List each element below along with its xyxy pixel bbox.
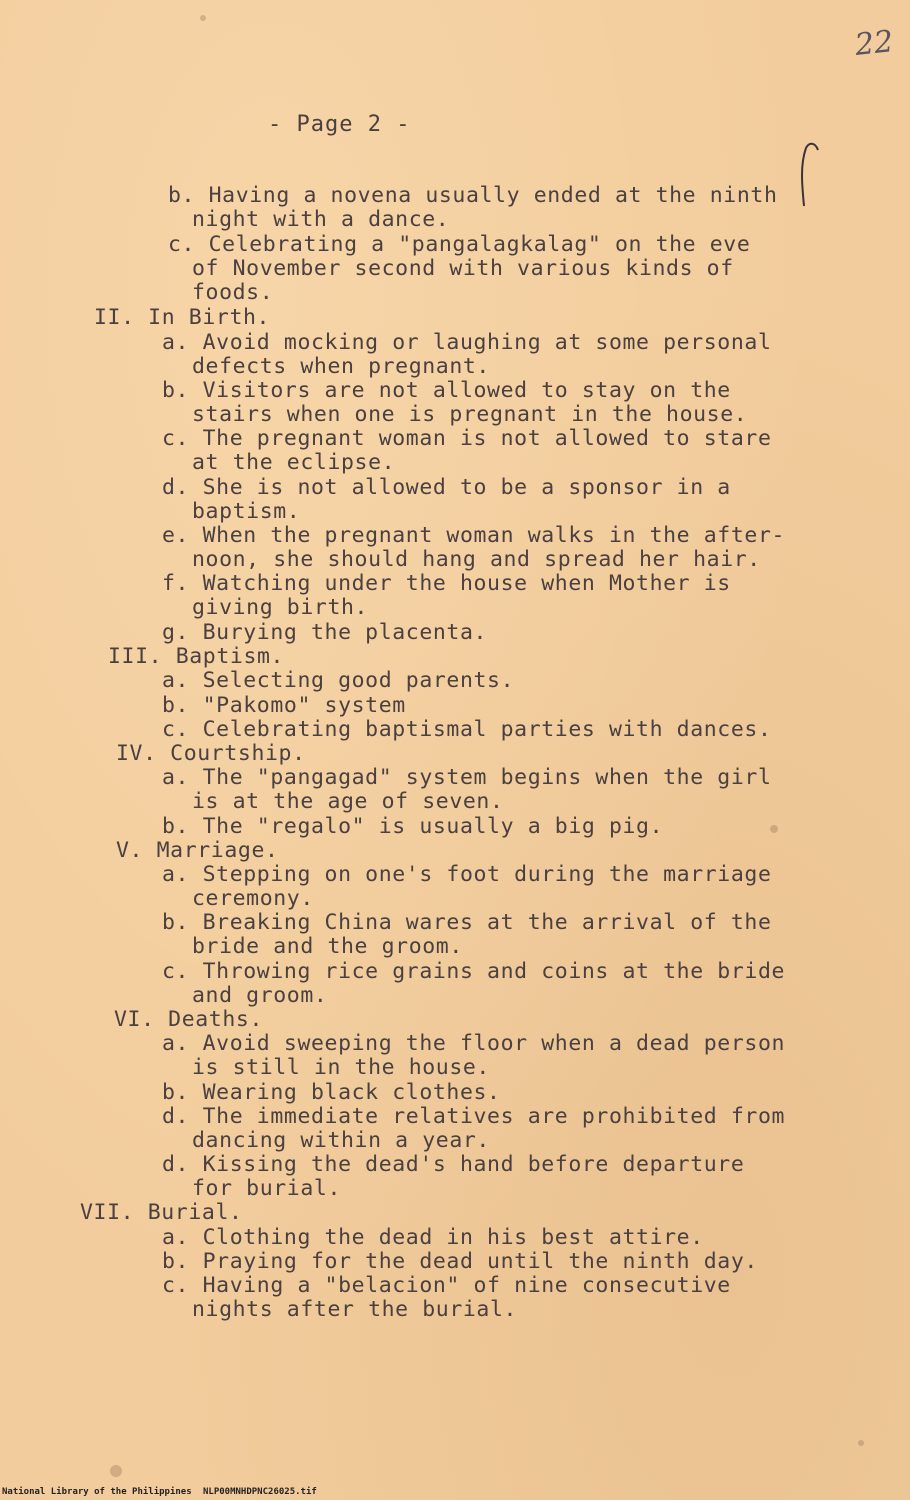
outline-line: a. Selecting good parents. (162, 668, 515, 693)
footer-institution: National Library of the Philippines (2, 1487, 192, 1497)
handwritten-check-mark-icon (796, 140, 826, 210)
outline-line: a. The "pangagad" system begins when the girl (162, 765, 772, 790)
outline-line: V. Marriage. (116, 838, 279, 863)
outline-line: II. In Birth. (94, 305, 271, 330)
outline-line: c. Celebrating a "pangalagkalag" on the eve (168, 232, 751, 257)
outline-line: and groom. (192, 983, 328, 1008)
paper-speck (200, 15, 206, 21)
outline-line: of November second with various kinds of (192, 256, 734, 281)
outline-line: is at the age of seven. (192, 789, 504, 814)
outline-line: is still in the house. (192, 1055, 490, 1080)
outline-line: a. Clothing the dead in his best attire. (162, 1225, 704, 1250)
outline-line: b. Having a novena usually ended at the ninth (168, 183, 778, 208)
outline-line: b. Wearing black clothes. (162, 1080, 501, 1105)
outline-line: ceremony. (192, 886, 314, 911)
outline-line: noon, she should hang and spread her hair. (192, 547, 761, 572)
outline-line: defects when pregnant. (192, 354, 490, 379)
outline-line: nights after the burial. (192, 1297, 518, 1322)
outline-line: dancing within a year. (192, 1128, 490, 1153)
paper-speck (110, 1465, 122, 1477)
outline-line: b. "Pakomo" system (162, 693, 406, 718)
outline-line: for burial. (192, 1176, 341, 1201)
outline-line: night with a dance. (192, 207, 450, 232)
handwritten-page-number: 22 (853, 24, 895, 63)
outline-line: c. The pregnant woman is not allowed to stare (162, 426, 772, 451)
paper-speck (770, 825, 778, 833)
outline-line: b. Praying for the dead until the ninth day. (162, 1249, 758, 1274)
outline-line: a. Stepping on one's foot during the marriage (162, 862, 772, 887)
outline-line: a. Avoid sweeping the floor when a dead person (162, 1031, 786, 1056)
outline-line: f. Watching under the house when Mother is (162, 571, 731, 596)
outline-line: b. The "regalo" is usually a big pig. (162, 814, 664, 839)
outline-line: b. Visitors are not allowed to stay on the (162, 378, 731, 403)
outline-line: c. Celebrating baptismal parties with dances. (162, 717, 772, 742)
outline-line: foods. (192, 280, 274, 305)
outline-line: b. Breaking China wares at the arrival of the (162, 910, 772, 935)
outline-line: giving birth. (192, 595, 369, 620)
outline-line: d. Kissing the dead's hand before departure (162, 1152, 745, 1177)
outline-line: g. Burying the placenta. (162, 620, 488, 645)
footer-file-id: NLP00MNHDPNC26025.tif (203, 1487, 317, 1497)
page-header: - Page 2 - (268, 112, 411, 137)
outline-line: c. Having a "belacion" of nine consecutive (162, 1273, 731, 1298)
outline-line: e. When the pregnant woman walks in the after- (162, 523, 786, 548)
outline-line: a. Avoid mocking or laughing at some personal (162, 330, 772, 355)
outline-line: IV. Courtship. (116, 741, 306, 766)
outline-line: at the eclipse. (192, 450, 396, 475)
outline-line: baptism. (192, 499, 301, 524)
outline-line: stairs when one is pregnant in the house. (192, 402, 748, 427)
outline-line: VI. Deaths. (114, 1007, 263, 1032)
paper-speck (858, 1440, 864, 1446)
outline-line: VII. Burial. (80, 1200, 243, 1225)
outline-line: III. Baptism. (108, 644, 285, 669)
outline-line: c. Throwing rice grains and coins at the bride (162, 959, 786, 984)
outline-line: d. The immediate relatives are prohibited from (162, 1104, 786, 1129)
outline-line: d. She is not allowed to be a sponsor in a (162, 475, 731, 500)
outline-line: bride and the groom. (192, 934, 463, 959)
